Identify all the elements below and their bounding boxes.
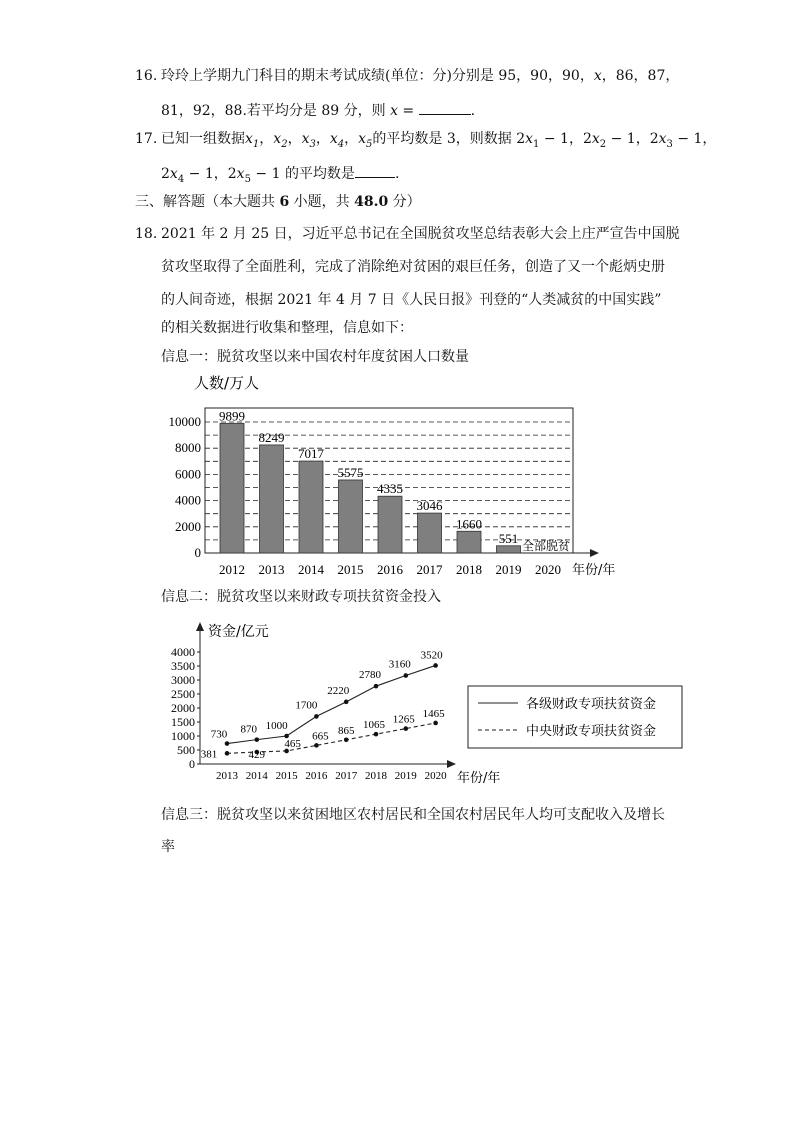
data-point xyxy=(344,737,349,742)
y-tick-label: 1500 xyxy=(171,715,195,729)
info-2-title: 信息二：脱贫攻坚以来财政专项扶贫资金投入 xyxy=(161,589,441,605)
bar-value-label: 4335 xyxy=(377,481,403,497)
question-number: 17. xyxy=(135,131,158,147)
y-tick-label: 1000 xyxy=(171,729,195,743)
x-tick-label: 2015 xyxy=(337,562,364,577)
bar xyxy=(457,531,481,553)
y-tick-label: 4000 xyxy=(175,492,201,508)
question-text-line: 的相关数据进行收集和整理，信息如下： xyxy=(161,320,413,336)
bar xyxy=(418,513,442,553)
legend-entry: 各级财政专项扶贫资金 xyxy=(526,697,657,712)
y-tick-label: 500 xyxy=(177,743,195,757)
x-tick-label: 2020 xyxy=(424,770,447,782)
data-labels xyxy=(201,649,445,761)
math-expression: $2x_4 - 1$，$2x_5 - 1$ xyxy=(161,166,285,185)
data-label: 1000 xyxy=(265,720,288,732)
annotation-label: 全部脱贫 xyxy=(522,539,571,553)
x-tick-label: 2019 xyxy=(495,562,522,577)
data-point xyxy=(374,732,379,737)
question-number: 18. xyxy=(135,226,158,242)
data-label: 3520 xyxy=(420,649,443,662)
question-text-line: 的人间奇迹，根据 2021 年 4 月 7 日《人民日报》刊登的“人类减贫的中国实践” xyxy=(161,292,662,308)
info-3-title: 信息三：脱贫攻坚以来贫困地区农村居民和全国农村居民年人均可支配收入及增长 xyxy=(161,807,665,823)
y-tick-labels xyxy=(171,645,200,771)
poverty-population-bar-chart xyxy=(150,370,630,582)
question-text-line: 2021 年 2 月 25 日，习近平总书记在全国脱贫攻坚总结表彰大会上庄严宣告中国脱 xyxy=(161,226,680,242)
data-label: 1265 xyxy=(392,713,415,726)
x-tick-label: 2013 xyxy=(258,562,285,577)
bar xyxy=(220,423,244,553)
x-axis-arrow xyxy=(590,549,599,557)
bar xyxy=(378,496,402,553)
data-point xyxy=(344,700,349,705)
data-point xyxy=(314,714,319,719)
y-tick-label: 3500 xyxy=(171,659,195,673)
data-point xyxy=(433,721,438,726)
y-tick-label: 2000 xyxy=(175,518,201,534)
data-point xyxy=(314,743,319,748)
x-tick-label: 2018 xyxy=(365,770,387,782)
bar-value-label: 5575 xyxy=(337,464,364,480)
question-text-line: 贫攻坚取得了全面胜利，完成了消除绝对贫困的艰巨任务，创造了又一个彪炳史册 xyxy=(161,259,665,275)
data-point xyxy=(225,751,230,756)
bar-value-label: 3046 xyxy=(416,498,443,514)
data-label: 429 xyxy=(248,748,266,761)
info-1-title: 信息一：脱贫攻坚以来中国农村年度贫困人口数量 xyxy=(161,349,469,365)
poverty-fund-line-chart xyxy=(160,618,690,788)
data-label: 2780 xyxy=(359,669,381,682)
x-tick-label: 2019 xyxy=(394,770,417,782)
data-point xyxy=(404,673,409,678)
bar xyxy=(260,445,284,553)
x-tick-label: 2017 xyxy=(416,562,443,577)
y-tick-label: 0 xyxy=(194,545,201,560)
data-point xyxy=(433,663,438,668)
question-number: 16. xyxy=(135,68,158,84)
info-3-title-cont: 率 xyxy=(161,839,175,855)
question-text-line: 玲玲上学期九门科目的期末考试成绩(单位：分)分别是 95，90，90，x，86，87， xyxy=(161,68,680,84)
y-axis-label: 人数/万人 xyxy=(194,374,260,392)
y-tick-label: 3000 xyxy=(171,673,195,687)
answer-blank[interactable] xyxy=(355,163,395,178)
question-text-line: 已知一组数据$x_1$，$x_2$，$x_3$，$x_4$，$x_5$的平均数是 3，则数据 $2x_1 - 1$，$2x_2 - 1$，$2x_3 - 1$， xyxy=(161,131,717,150)
x-tick-label: 2020 xyxy=(535,562,561,577)
x-tick-labels xyxy=(216,770,447,782)
data-label: 3160 xyxy=(388,658,411,671)
x-tick-labels xyxy=(219,562,561,577)
axes xyxy=(196,622,456,768)
y-tick-label: 4000 xyxy=(171,645,195,659)
data-label: 2220 xyxy=(327,684,350,697)
data-label: 665 xyxy=(312,730,329,743)
data-label: 870 xyxy=(240,723,258,736)
data-point xyxy=(374,684,379,689)
x-tick-label: 2012 xyxy=(219,562,245,577)
bar xyxy=(339,480,363,553)
legend xyxy=(468,686,682,748)
x-tick-label: 2016 xyxy=(377,562,403,577)
bar-value-label: 7017 xyxy=(298,446,324,462)
section-heading: 三、解答题（本大题共 6 小题，共 48.0 分） xyxy=(135,194,421,210)
bar xyxy=(299,461,323,553)
y-tick-label: 6000 xyxy=(175,466,201,482)
y-tick-label: 2500 xyxy=(171,687,195,701)
data-point xyxy=(225,741,230,746)
data-label: 1065 xyxy=(363,719,385,732)
question-text-line: 81，92，88.若平均分是 89 分，则 x = . xyxy=(161,100,475,120)
data-label: 1700 xyxy=(295,699,318,712)
bar-value-label: 1660 xyxy=(456,516,482,532)
answer-blank[interactable] xyxy=(419,100,471,115)
y-axis-label: 资金/亿元 xyxy=(208,624,269,640)
y-tick-label: 2000 xyxy=(171,701,195,715)
x-axis-arrow xyxy=(447,760,456,768)
x-axis-label: 年份/年 xyxy=(457,771,501,786)
y-tick-label: 0 xyxy=(189,757,195,771)
x-tick-label: 2014 xyxy=(298,562,324,577)
data-label: 730 xyxy=(210,728,228,741)
bar-value-label: 551 xyxy=(498,530,519,546)
data-label: 1465 xyxy=(422,707,445,720)
y-tick-labels xyxy=(169,414,202,560)
bar xyxy=(497,546,521,553)
math-expression: $x_1$ xyxy=(245,131,260,150)
data-point xyxy=(404,726,409,731)
x-tick-label: 2016 xyxy=(305,770,328,782)
x-tick-label: 2018 xyxy=(456,562,482,577)
data-label: 381 xyxy=(200,748,218,761)
bar-value-label: 8249 xyxy=(258,429,285,445)
y-tick-label: 8000 xyxy=(175,440,201,456)
x-axis-label: 年份/年 xyxy=(572,563,616,578)
math-expression: $2x_1 - 1$，$2x_2 - 1$，$2x_3 - 1$， xyxy=(516,131,717,150)
data-label: 465 xyxy=(284,737,301,750)
y-axis-arrow xyxy=(196,622,204,631)
data-point xyxy=(255,737,260,742)
question-text-line: $2x_4 - 1$，$2x_5 - 1$ 的平均数是 . xyxy=(161,163,399,189)
legend-entry: 中央财政专项扶贫资金 xyxy=(526,724,657,739)
x-tick-label: 2015 xyxy=(275,770,298,782)
x-tick-label: 2014 xyxy=(245,770,268,782)
y-tick-label: 10000 xyxy=(168,414,201,429)
x-tick-label: 2013 xyxy=(216,770,238,782)
data-label: 865 xyxy=(337,724,355,737)
bar-value-label: 9899 xyxy=(219,408,245,424)
x-tick-label: 2017 xyxy=(335,770,358,782)
